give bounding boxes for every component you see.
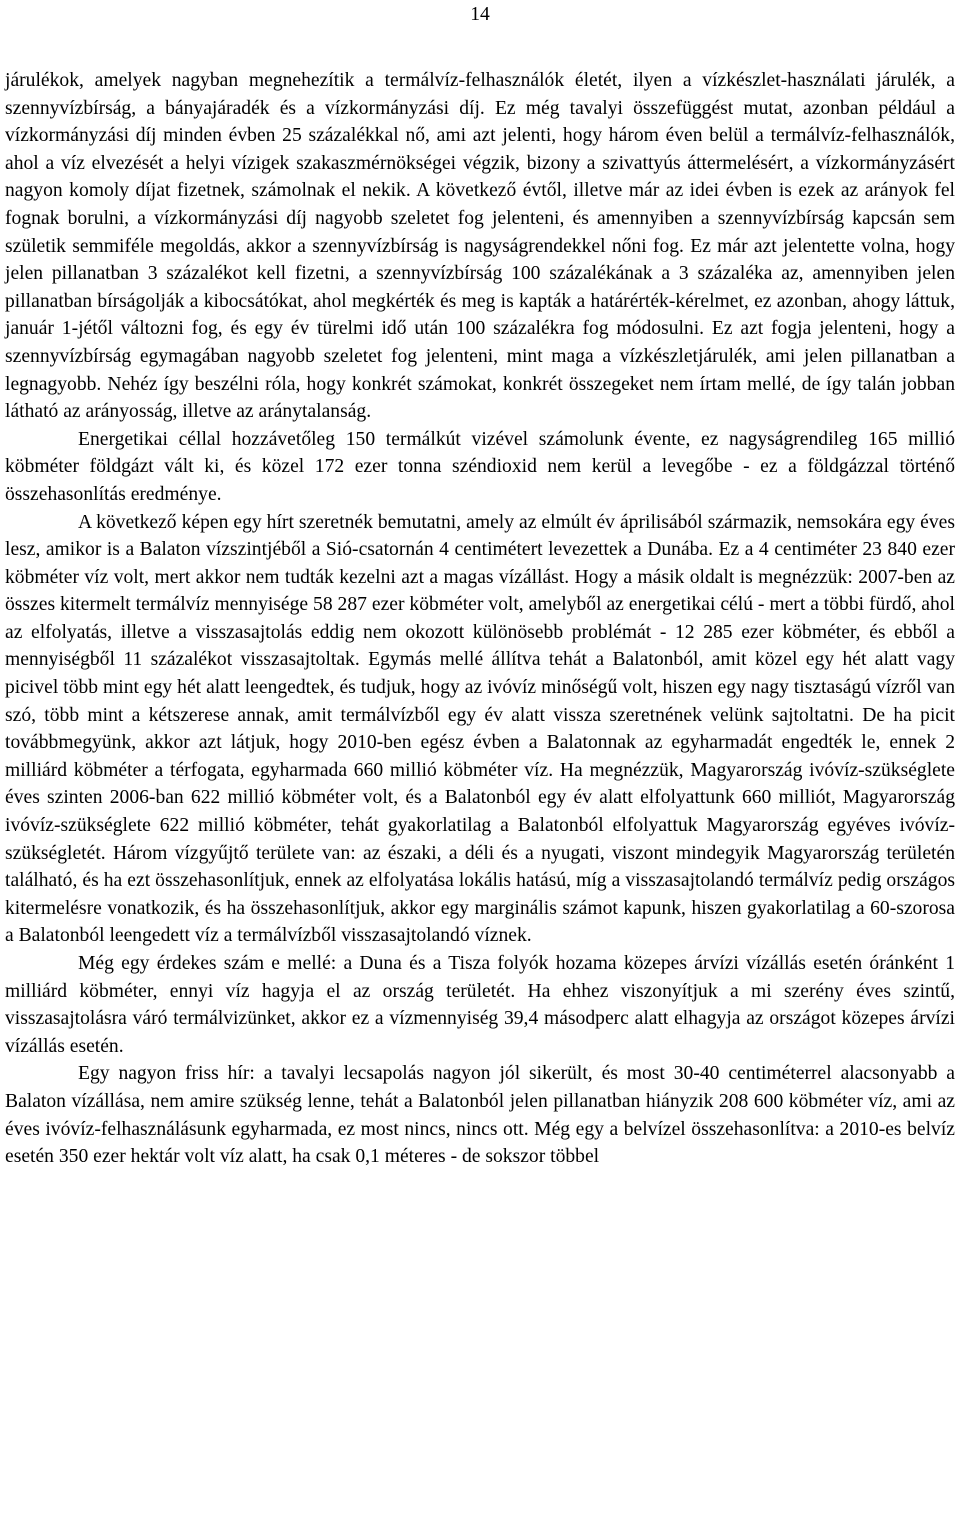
paragraph: Még egy érdekes szám e mellé: a Duna és a Tisza folyók hozama közepes árvízi vízállás esetén óránként 1 milliárd köbméter, ennyi víz hagyja el az ország területét. Ha ehhez viszonyítjuk a mi szerény éves szintű, visszasajtolásra váró termálvizünket, akkor ez a vízmennyiség 39,4 másodperc alatt elhagyja az országot közepes árvízi vízállás esetén. (5, 953, 955, 1057)
paragraph: Egy nagyon friss hír: a tavalyi lecsapolás nagyon jól sikerült, és most 30-40 centiméterrel alacsonyabb a Balaton vízállása, nem amire szükség lenne, tehát a Balatonból jelen pillanatban hiányzik 208 600 köbméter víz, ami az éves ivóvíz-felhasználásunk egyharmada, ez most nincs, nincs ott. Még egy a belvízel összehasonlítva: a 2010-es belvíz esetén 350 ezer hektár volt víz alatt, ha csak 0,1 méteres - de sokszor többel (5, 1063, 955, 1168)
page-number: 14 (470, 4, 490, 25)
paragraph: Energetikai céllal hozzávetőleg 150 termálkút vizével számolunk évente, ez nagyságrendileg 165 millió köbméter földgázt vált ki, és közel 172 ezer tonna széndioxid nem kerül a levegőbe - ez a földgázzal történő összehasonlítás eredménye. (5, 428, 955, 505)
body-text (5, 67, 955, 1171)
paragraph: A következő képen egy hírt szeretnék bemutatni, amely az elmúlt év áprilisából származik, nemsokára egy éves lesz, amikor is a Balaton vízszintjéből a Sió-csatornán 4 centimétert levezettek a Dunába. Ez a 4 centiméter 23 840 ezer köbméter víz volt, mert akkor nem tudták kezelni azt a magas vízállást. Hogy a másik oldalt is megnézzük: 2007-ben az összes kitermelt termálvíz mennyisége 58 287 ezer köbméter volt, amelyből az energetikai célú - mert a többi fürdő, ahol az elfolyatás, illetve a visszasajtolás eddig nem okozott különösebb problémát - 12 285 ezer köbméter, és ebből a mennyiségből 11 százalékot visszasajtoltak. Egymás mellé állítva tehát a Balatonból, amit közel egy hét alatt vagy picivel több mint egy hét alatt leengedtek, és tudjuk, hogy az ivóvíz minőségű volt, hiszen egy nagy tisztaságú vízről van szó, több mint a kétszerese annak, amit termálvízből egy év alatt vissza szeretnének velünk sajtoltatni. De ha picit továbbmegyünk, akkor azt látjuk, hogy 2010-ben egész évben a Balatonnak az egyharmadát engedték le, ennek 2 milliárd köbméter a térfogata, egyharmada 660 millió köbméter víz. Ha megnézzük, Magyarország ivóvíz-szükséglete éves szinten 2006-ban 622 millió köbméter volt, és a Balatonból egy év alatt elfolyattunk 660 milliót, Magyarország ivóvíz-szükséglete 622 millió köbméter, tehát gyakorlatilag a Balatonból elfolyattuk Magyarország egyéves ivóvíz-szükségletét. Három vízgyűjtő területe van: az északi, a déli és a nyugati, viszont mindegyik Magyarország területén található, és ha ezt összehasonlítjuk, ennek az elfolyatása lokális hatású, míg a visszasajtolandó termálvíz pedig országos kitermelésre vonatkozik, és ha összehasonlítjuk, akkor egy marginális számot kapunk, hiszen gyakorlatilag a 60-szorosa a Balatonból leengedett víz a termálvízből visszasajtolandó víznek. (5, 511, 955, 947)
paragraph: járulékok, amelyek nagyban megnehezítik a termálvíz-felhasználók életét, ilyen a vízkészlet-használati járulék, a szennyvízbírság, a bányajáradék és a vízkormányzási díj. Ez még tavalyi összefüggést mutat, azonban például a vízkormányzási díj minden évben 25 százalékkal nő, ami azt jelenti, hogy három éven belül a termálvíz-felhasználók, ahol a víz elvezését a helyi vízigek szakaszmérnökségei végzik, bizony a szivattyús áttermelésért, a vízkormányzásért nagyon komoly díjat fizetnek, számolnak el nekik. A következő évtől, illetve már az idei évben is ezek az arányok fel fognak borulni, a vízkormányzási díj nagyobb szeletet fog jelenteni, és amennyiben a szennyvízbírság kapcsán sem születik semmiféle megoldás, akkor a szennyvízbírság is nagyságrendekkel nőni fog. Ez már azt jelentette volna, hogy jelen pillanatban 3 százalékot kell fizetni, a szennyvízbírság 100 százalékának a 3 százaléka az, amennyiben jelen pillanatban bírságolják a kibocsátókat, ahol megkérték és meg is kapták a határérték-kérelmet, ez azonban, ahogy láttuk, január 1-jétől változni fog, és egy év türelmi idő után 100 százalékra fog módosulni. Ez azt fogja jelenteni, hogy a szennyvízbírság egymagában nagyobb szeletet fog jelenteni, mint maga a vízkészletjárulék, ami jelen pillanatban a legnagyobb. Nehéz így beszélni róla, hogy konkrét számokat, konkrét összegeket nem írtam mellé, de így talán jobban látható az arányosság, illetve az aránytalanság. (5, 70, 955, 423)
